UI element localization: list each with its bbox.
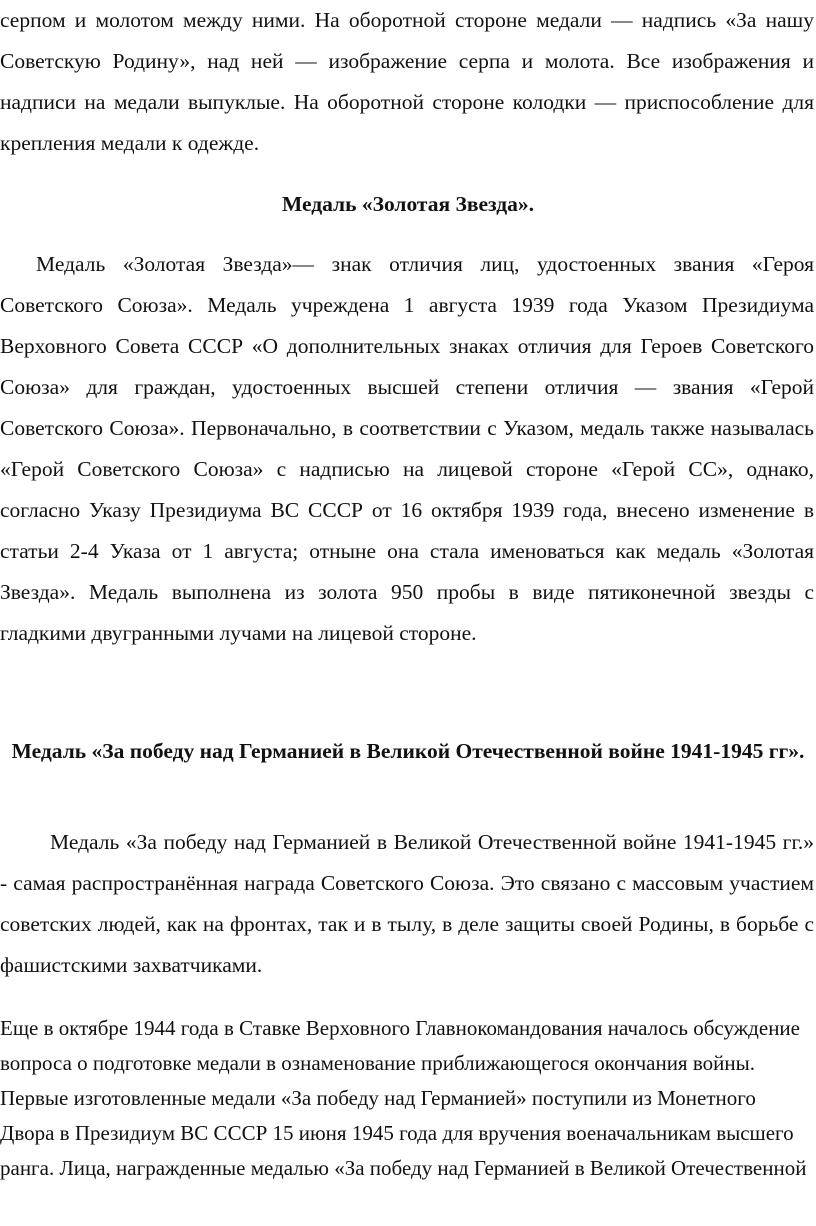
paragraph-gold-star-medal: Медаль «Золотая Звезда»— знак отличия лиц, удостоенных звания «Героя Советского Союза». Медаль учреждена 1 августа 1939 года Указом Президиума Верховного Совета СССР «О дополнительных знаках отличия для Героев Советского Союза» для граждан, удостоенных высшей степени отличия — звания «Герой Советского Союза». Первоначально, в соответствии с Указом, медаль также называлась «Герой Советского Союза» с надписью на лицевой стороне «Герой СС», однако, согласно Указу Президиума ВС СССР от 16 октября 1939 года, внесено изменение в статьи 2-4 Указа от 1 августа; отныне она стала именоваться как медаль «Золотая Звезда». Медаль выполнена из золота 950 пробы в виде пятиконечной звезды с гладкими двугранными лучами на лицевой стороне. [0, 252, 814, 645]
paragraph-victory-medal-intro: Медаль «За победу над Германией в Великой Отечественной войне 1941-1945 гг.» - самая распространённая награда Советского Союза. Это связано с массовым участием советских людей, как на фронтах, так и в тылу, в деле защиты своей Родины, в борьбе с фашистскими захватчиками. [0, 830, 814, 977]
paragraph-medal-reverse-description: серпом и молотом между ними. На оборотной стороне медали — надпись «За нашу Советскую Родину», над ней — изображение серпа и молота. Все изображения и надписи на медали выпуклые. На оборотной стороне колодки — приспособление для крепления медали к одежде. [0, 8, 814, 155]
heading-gold-star-medal: Медаль «Золотая Звезда». [281, 192, 535, 216]
heading-victory-over-germany-medal: Медаль «За победу над Германией в Великой Отечественной войне 1941-1945 гг». [11, 739, 805, 763]
paragraph-victory-medal-history: Еще в октябре 1944 года в Ставке Верховного Главнокомандования началось обсуждение вопроса о подготовке медали в ознаменование приближающегося окончания войны. Первые изготовленные медали «За победу над Германией» поступили из Монетного Двора в Президиум ВС СССР 15 июня 1945 года для вручения военачальникам высшего ранга. Лица, награжденные медалью «За победу над Германией в Великой Отечественной [0, 1016, 807, 1180]
